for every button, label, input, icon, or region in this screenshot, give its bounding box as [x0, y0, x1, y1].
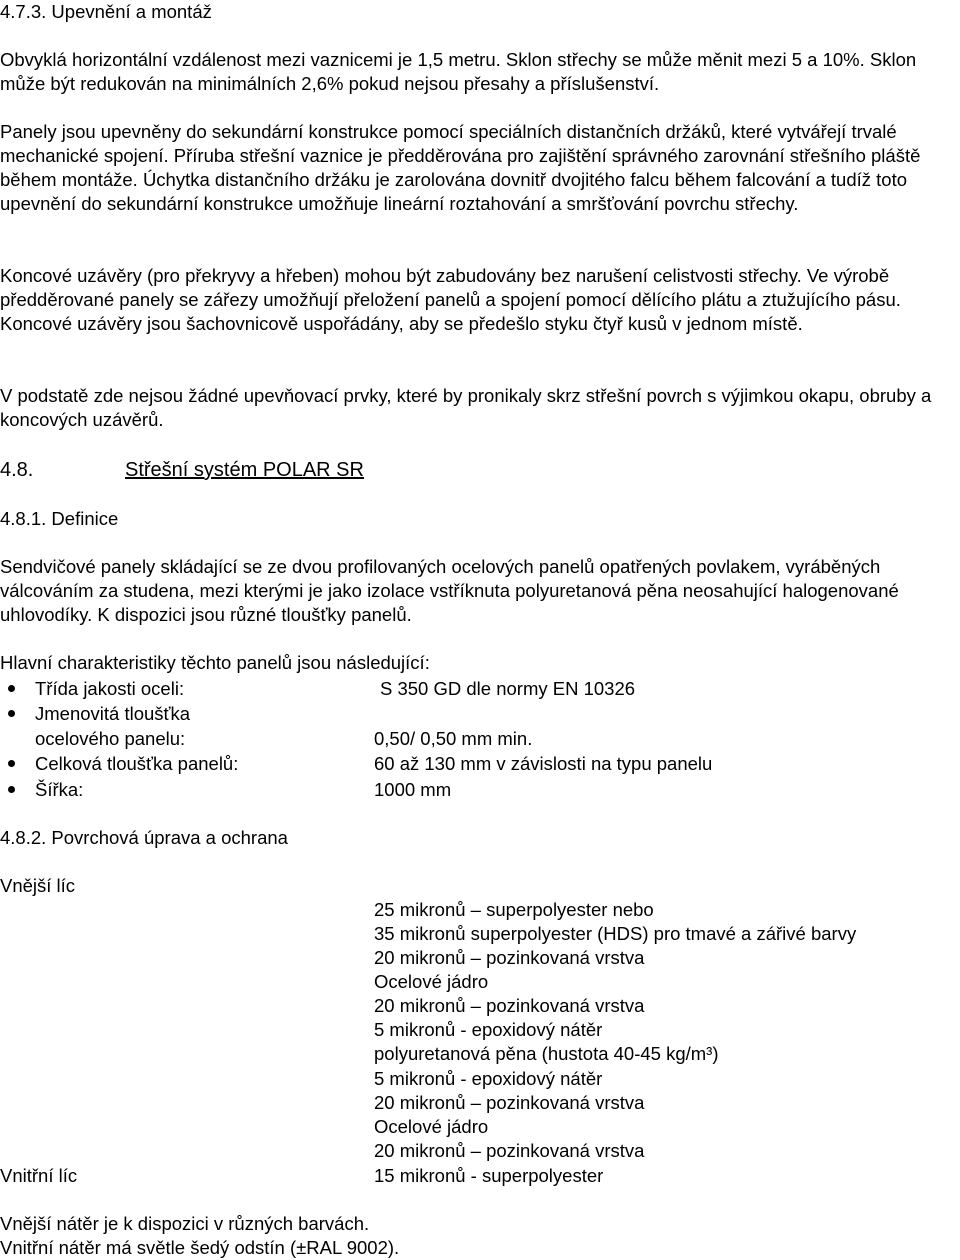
- bullet-icon: [8, 710, 15, 717]
- layer-item: Ocelové jádro: [374, 971, 489, 992]
- bullet-icon: [8, 760, 15, 767]
- characteristic-value: 60 až 130 mm v závislosti na typu panelu: [374, 753, 713, 774]
- layer-item: 20 mikronů – pozinkovaná vrstva: [374, 947, 645, 968]
- heading-4-7-3: 4.7.3. Upevnění a montáž: [0, 1, 212, 22]
- characteristic-value: 1000 mm: [374, 779, 452, 800]
- paragraph-spacing: Obvyklá horizontální vzdálenost mezi vaznicemi je 1,5 metru. Sklon střechy se může měnit mezi 5 a 10%. Sklon může být redukován na minimálních 2,6% pokud nejsou přesahy a příslušenství.: [0, 49, 917, 94]
- outer-face-label: Vnější líc: [0, 875, 76, 896]
- characteristic-label: Šířka:: [35, 779, 84, 800]
- layer-item: Ocelové jádro: [374, 1116, 489, 1137]
- paragraph-end-caps: Koncové uzávěry (pro překryvy a hřeben) mohou být zabudovány bez narušení celistvosti střechy. Ve výrobě předděrované panely se zářezy umožňují přeložení panelů a spojení pomocí dělícího plátu a ztužujícího pásu. Koncové uzávěry jsou šachovnicově uspořádány, aby se předešlo styku čtyř kusů v jednom místě.: [0, 265, 901, 334]
- characteristic-value: 0,50/ 0,50 mm min.: [374, 728, 533, 749]
- heading-4-8: [0, 458, 364, 482]
- layer-item: 20 mikronů – pozinkovaná vrstva: [374, 1092, 645, 1113]
- section-title: Střešní systém POLAR SR: [125, 459, 364, 481]
- characteristic-label: Celková tloušťka panelů:: [35, 753, 239, 774]
- characteristics-intro: Hlavní charakteristiky těchto panelů jsou následující:: [0, 652, 430, 673]
- layer-item: 20 mikronů – pozinkovaná vrstva: [374, 1140, 645, 1161]
- note-inner-coating: Vnitřní nátěr má světle šedý odstín (±RAL 9002).: [0, 1237, 400, 1258]
- note-outer-coating: Vnější nátěr je k dispozici v různých barvách.: [0, 1213, 370, 1234]
- paragraph-fastening: Panely jsou upevněny do sekundární konstrukce pomocí speciálních distančních držáků, které vytvářejí trvalé mechanické spojení. Příruba střešní vaznice je předděrována pro zajištění správného zarovnání střešního pláště během montáže. Úchytka distančního držáku je zarolována dovnitř dvojitého falcu během falcování a tudíž toto upevnění do sekundární konstrukce umožňuje lineární roztahování a smršťování povrchu střechy.: [0, 121, 921, 214]
- bullet-icon: [8, 685, 15, 692]
- paragraph-no-fasteners: V podstatě zde nejsou žádné upevňovací prvky, které by pronikaly skrz střešní povrch s výjimkou okapu, obruby a koncových uzávěrů.: [0, 385, 932, 430]
- bullet-icon: [8, 786, 15, 793]
- layer-item: 15 mikronů - superpolyester: [374, 1165, 604, 1186]
- paragraph-definition: Sendvičové panely skládající se ze dvou profilovaných ocelových panelů opatřených povlakem, vyráběných válcováním za studena, mezi kterými je jako izolace vstříknuta polyuretanová pěna neosahující halogenované uhlovodíky. K dispozici jsou různé tloušťky panelů.: [0, 556, 899, 625]
- section-number: 4.8.: [0, 459, 34, 481]
- layer-item: 5 mikronů - epoxidový nátěr: [374, 1019, 603, 1040]
- characteristic-label-continued: ocelového panelu:: [35, 728, 186, 749]
- inner-face-label: Vnitřní líc: [0, 1165, 78, 1186]
- heading-4-8-1: 4.8.1. Definice: [0, 508, 119, 529]
- layer-item: polyuretanová pěna (hustota 40-45 kg/m³): [374, 1043, 719, 1064]
- layer-item: 5 mikronů - epoxidový nátěr: [374, 1068, 603, 1089]
- layer-item: 20 mikronů – pozinkovaná vrstva: [374, 995, 645, 1016]
- characteristic-label: Jmenovitá tloušťka: [35, 703, 191, 724]
- heading-4-8-2: 4.8.2. Povrchová úprava a ochrana: [0, 827, 288, 848]
- layer-item: 35 mikronů superpolyester (HDS) pro tmavé a zářivé barvy: [374, 923, 857, 944]
- characteristic-label: Třída jakosti oceli:: [35, 678, 185, 699]
- characteristic-value: S 350 GD dle normy EN 10326: [380, 678, 636, 699]
- layer-item: 25 mikronů – superpolyester nebo: [374, 899, 654, 920]
